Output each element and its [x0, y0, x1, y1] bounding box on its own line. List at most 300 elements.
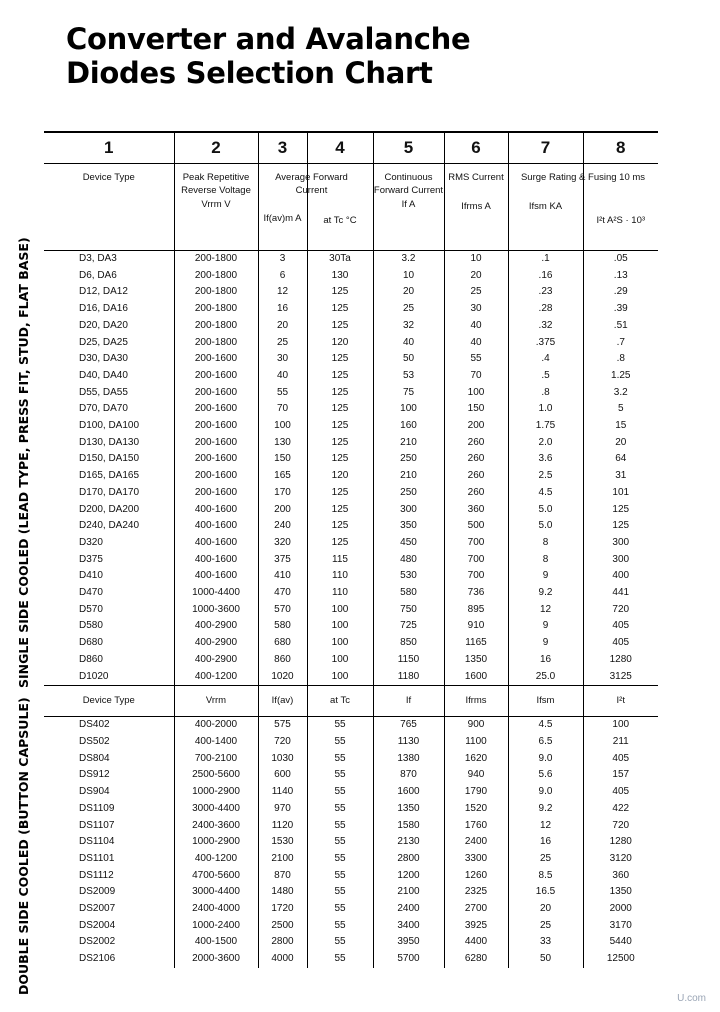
table-cell: 3400 — [373, 918, 444, 935]
table-cell: 765 — [373, 717, 444, 734]
header-cell: Vrrm — [174, 686, 258, 717]
table-cell: 125 — [307, 385, 373, 402]
table-cell: 120 — [307, 468, 373, 485]
table-cell: 9.2 — [508, 801, 583, 818]
table-cell: 700 — [444, 568, 508, 585]
table-cell: 20 — [583, 435, 658, 452]
table-row — [44, 435, 658, 452]
table-cell: 3170 — [583, 918, 658, 935]
table-cell: 1720 — [258, 901, 307, 918]
table-cell: 125 — [307, 518, 373, 535]
table-cell: 575 — [258, 717, 307, 734]
table-cell: 570 — [258, 602, 307, 619]
table-cell: 12 — [508, 818, 583, 835]
table-row — [44, 451, 658, 468]
table-cell: 200-1600 — [174, 418, 258, 435]
table-cell: D320 — [79, 536, 103, 548]
table-row — [44, 518, 658, 535]
table-cell: 870 — [373, 767, 444, 784]
table-cell: 125 — [583, 502, 658, 519]
table-cell: 200-1800 — [174, 284, 258, 301]
table-row — [44, 318, 658, 335]
table-cell: 2700 — [444, 901, 508, 918]
table-cell: 125 — [583, 518, 658, 535]
table-row — [44, 585, 658, 602]
table-cell: 4700-5600 — [174, 868, 258, 885]
table-cell: 210 — [373, 468, 444, 485]
table-cell: 1280 — [583, 834, 658, 851]
table-cell: 530 — [373, 568, 444, 585]
table-cell: DS2004 — [79, 919, 116, 931]
table-cell: 16 — [508, 652, 583, 669]
table-cell: 700 — [444, 552, 508, 569]
table-cell: DS1104 — [79, 836, 115, 848]
table-cell: 2130 — [373, 834, 444, 851]
table-cell: 100 — [307, 652, 373, 669]
table-cell: 9.0 — [508, 784, 583, 801]
table-cell: 400-1600 — [174, 568, 258, 585]
table-row — [44, 351, 658, 368]
table-cell: 1150 — [373, 652, 444, 669]
table-cell: 40 — [373, 335, 444, 352]
table-cell: .51 — [583, 318, 658, 335]
table-cell: 157 — [583, 767, 658, 784]
table-cell: 1380 — [373, 751, 444, 768]
table-cell: 20 — [373, 284, 444, 301]
table-cell: 40 — [258, 368, 307, 385]
table-cell: 55 — [307, 818, 373, 835]
table-cell: 4000 — [258, 951, 307, 968]
table-cell: 20 — [508, 901, 583, 918]
table-cell: 2400 — [444, 834, 508, 851]
table-cell: 5 — [583, 401, 658, 418]
table-cell: 200-1600 — [174, 451, 258, 468]
table-cell: 150 — [444, 401, 508, 418]
table-cell: 1350 — [583, 884, 658, 901]
table-cell: 12 — [258, 284, 307, 301]
table-row — [44, 669, 658, 686]
table-cell: 250 — [373, 451, 444, 468]
rms-current-header: RMS Current Ifrms A — [444, 164, 508, 251]
table-cell: 200 — [444, 418, 508, 435]
table-cell: D12, DA12 — [79, 286, 128, 298]
table-cell: 2100 — [373, 884, 444, 901]
table-cell: .7 — [583, 335, 658, 352]
table-cell: 1165 — [444, 635, 508, 652]
table-cell: 400 — [583, 568, 658, 585]
table-cell: 53 — [373, 368, 444, 385]
table-cell: 100 — [444, 385, 508, 402]
table-cell: 700-2100 — [174, 751, 258, 768]
table-cell: 200-1600 — [174, 435, 258, 452]
table-cell: DS1107 — [79, 819, 115, 831]
table-cell: 130 — [258, 435, 307, 452]
table-cell: 300 — [373, 502, 444, 519]
table-cell: D170, DA170 — [79, 486, 140, 498]
table-cell: 30 — [444, 301, 508, 318]
table-row — [44, 485, 658, 502]
table-cell: 9 — [508, 568, 583, 585]
table-cell: 2325 — [444, 884, 508, 901]
table-cell: 6.5 — [508, 734, 583, 751]
table-cell: 700 — [444, 535, 508, 552]
table-cell: 400-1600 — [174, 518, 258, 535]
table-row — [44, 918, 658, 935]
table-cell: 100 — [307, 618, 373, 635]
table-cell: 5.0 — [508, 518, 583, 535]
table-cell: 6 — [258, 268, 307, 285]
table-cell: 165 — [258, 468, 307, 485]
table-cell: 55 — [307, 717, 373, 734]
table-cell: 1020 — [258, 669, 307, 686]
table-cell: 200-1600 — [174, 351, 258, 368]
column-number: 6 — [444, 132, 508, 164]
table-cell: 2000-3600 — [174, 951, 258, 968]
table-cell: 900 — [444, 717, 508, 734]
table-row — [44, 568, 658, 585]
continuous-current-header: Continuous Forward Current If A — [373, 164, 444, 251]
table-cell: 32 — [373, 318, 444, 335]
table-cell: 3000-4400 — [174, 884, 258, 901]
table-cell: 860 — [258, 652, 307, 669]
table-row — [44, 717, 658, 734]
table-cell: 240 — [258, 518, 307, 535]
table-cell: 25 — [444, 284, 508, 301]
table-cell: 1000-3600 — [174, 602, 258, 619]
table-cell: 110 — [307, 568, 373, 585]
table-cell: 125 — [307, 284, 373, 301]
table-row — [44, 284, 658, 301]
header-cell: If(av) — [258, 686, 307, 717]
table-cell: 8 — [508, 552, 583, 569]
table-cell: D165, DA165 — [79, 470, 140, 482]
table-cell: 12 — [508, 602, 583, 619]
column-number: 3 — [258, 132, 307, 164]
table-cell: 405 — [583, 751, 658, 768]
table-cell: 3125 — [583, 669, 658, 686]
table-cell: 850 — [373, 635, 444, 652]
table-cell: .8 — [508, 385, 583, 402]
table-cell: 130 — [307, 268, 373, 285]
table-cell: 3950 — [373, 934, 444, 951]
title-line-1: Converter and Avalanche — [66, 22, 471, 56]
table-cell: 4.5 — [508, 717, 583, 734]
table-cell: 30Ta — [307, 251, 373, 268]
table-row — [44, 401, 658, 418]
table-cell: .32 — [508, 318, 583, 335]
table-cell: 580 — [373, 585, 444, 602]
table-cell: 970 — [258, 801, 307, 818]
table-cell: 50 — [508, 951, 583, 968]
table-cell: 55 — [307, 734, 373, 751]
table-cell: .8 — [583, 351, 658, 368]
header-cell: Ifsm — [508, 686, 583, 717]
table-cell: .28 — [508, 301, 583, 318]
table-cell: 12500 — [583, 951, 658, 968]
table-cell: 125 — [307, 301, 373, 318]
table-cell: 3120 — [583, 851, 658, 868]
table-row — [44, 851, 658, 868]
table-cell: 320 — [258, 535, 307, 552]
table-cell: 200-1800 — [174, 301, 258, 318]
header-cell: If — [373, 686, 444, 717]
table-cell: 260 — [444, 435, 508, 452]
table-cell: 1620 — [444, 751, 508, 768]
device-type-header: Device Type — [44, 164, 174, 251]
table-row — [44, 552, 658, 569]
table-cell: 100 — [373, 401, 444, 418]
table-cell: 200-1600 — [174, 401, 258, 418]
table-cell: 100 — [583, 717, 658, 734]
table-row — [44, 951, 658, 968]
table-cell: D580 — [79, 620, 103, 632]
table-cell: 870 — [258, 868, 307, 885]
table-cell: 75 — [373, 385, 444, 402]
table-cell: 3300 — [444, 851, 508, 868]
table-cell: 1000-4400 — [174, 585, 258, 602]
table-cell: 1600 — [373, 784, 444, 801]
table-cell: 55 — [307, 784, 373, 801]
table-cell: 2000 — [583, 901, 658, 918]
table-cell: 400-1600 — [174, 535, 258, 552]
table-row — [44, 901, 658, 918]
table-cell: 30 — [258, 351, 307, 368]
table-cell: .4 — [508, 351, 583, 368]
table-cell: D16, DA16 — [79, 303, 128, 315]
table-cell: 125 — [307, 401, 373, 418]
table-cell: DS912 — [79, 769, 110, 781]
table-cell: 1350 — [444, 652, 508, 669]
table-cell: 125 — [307, 451, 373, 468]
page-title — [66, 22, 470, 90]
table-cell: 260 — [444, 468, 508, 485]
table-cell: 150 — [258, 451, 307, 468]
table-cell: 1600 — [444, 669, 508, 686]
table-cell: 55 — [307, 767, 373, 784]
table-cell: 3.2 — [373, 251, 444, 268]
table-cell: 55 — [307, 901, 373, 918]
table-cell: D860 — [79, 653, 103, 665]
table-cell: DS2106 — [79, 953, 116, 965]
table-cell: 405 — [583, 784, 658, 801]
tc-header: at Tc °C — [307, 164, 373, 251]
header-cell: at Tc — [307, 686, 373, 717]
table-cell: D680 — [79, 637, 103, 649]
table-cell: 360 — [444, 502, 508, 519]
table-cell: D200, DA200 — [79, 503, 140, 515]
table-cell: .13 — [583, 268, 658, 285]
table-cell: 40 — [444, 318, 508, 335]
table-cell: 16.5 — [508, 884, 583, 901]
table-row — [44, 502, 658, 519]
header-cell: Device Type — [44, 686, 174, 717]
table-cell: 1.75 — [508, 418, 583, 435]
table-cell: 110 — [307, 585, 373, 602]
table-cell: 2.0 — [508, 435, 583, 452]
table-row — [44, 268, 658, 285]
table-cell: 5.6 — [508, 767, 583, 784]
table-cell: 2400-3600 — [174, 818, 258, 835]
table-cell: 15 — [583, 418, 658, 435]
table-cell: 115 — [307, 552, 373, 569]
table-cell: D100, DA100 — [79, 420, 140, 432]
table-cell: 100 — [307, 602, 373, 619]
table-cell: 9 — [508, 635, 583, 652]
avg-forward-current-header: Average Forward Current If(av)m A — [258, 164, 307, 251]
table-cell: 400-1500 — [174, 934, 258, 951]
table-cell: D3, DA3 — [79, 253, 117, 264]
table-cell: 10 — [373, 268, 444, 285]
table-cell: 680 — [258, 635, 307, 652]
table-cell: 55 — [307, 834, 373, 851]
surge-rating-header: Surge Rating & Fusing 10 ms Ifsm KA — [508, 164, 583, 251]
table-cell: 720 — [583, 602, 658, 619]
table-cell: 1180 — [373, 669, 444, 686]
table-cell: 20 — [444, 268, 508, 285]
header-cell: I²t — [583, 686, 658, 717]
table-cell: 1140 — [258, 784, 307, 801]
table-cell: 600 — [258, 767, 307, 784]
table-cell: 70 — [444, 368, 508, 385]
table-cell: DS1112 — [79, 869, 114, 881]
table-cell: .375 — [508, 335, 583, 352]
table-cell: D470 — [79, 587, 103, 599]
table-row — [44, 418, 658, 435]
table-cell: .1 — [508, 251, 583, 268]
column-number: 4 — [307, 132, 373, 164]
table-row — [44, 934, 658, 951]
table-cell: D70, DA70 — [79, 403, 128, 415]
column-number: 5 — [373, 132, 444, 164]
table-cell: 400-2900 — [174, 652, 258, 669]
table-cell: 410 — [258, 568, 307, 585]
table-cell: 125 — [307, 535, 373, 552]
table-cell: 405 — [583, 618, 658, 635]
table-cell: 200-1800 — [174, 251, 258, 268]
table-cell: 5440 — [583, 934, 658, 951]
table-cell: 9.0 — [508, 751, 583, 768]
column-number: 2 — [174, 132, 258, 164]
table-cell: .16 — [508, 268, 583, 285]
table-cell: 170 — [258, 485, 307, 502]
table-cell: 1760 — [444, 818, 508, 835]
column-number-row — [44, 132, 658, 164]
table-cell: 8 — [508, 535, 583, 552]
table-cell: DS804 — [79, 752, 110, 764]
table-cell: 3000-4400 — [174, 801, 258, 818]
table-cell: 125 — [307, 318, 373, 335]
table-cell: 3.2 — [583, 385, 658, 402]
header-cell: Ifrms — [444, 686, 508, 717]
table-cell: 64 — [583, 451, 658, 468]
table-cell: 2800 — [258, 934, 307, 951]
table-row — [44, 368, 658, 385]
table-cell: 2500-5600 — [174, 767, 258, 784]
table-cell: 160 — [373, 418, 444, 435]
column-number: 1 — [44, 132, 174, 164]
column-number: 7 — [508, 132, 583, 164]
table-cell: 1790 — [444, 784, 508, 801]
single-side-rows — [44, 251, 658, 686]
table-cell: .29 — [583, 284, 658, 301]
peak-voltage-header: Peak Repetitive Reverse Voltage Vrrm V — [174, 164, 258, 251]
table-row — [44, 751, 658, 768]
table-cell: 400-1600 — [174, 502, 258, 519]
table-cell: 1.0 — [508, 401, 583, 418]
table-cell: 100 — [307, 669, 373, 686]
table-cell: 200-1800 — [174, 268, 258, 285]
table-cell: 750 — [373, 602, 444, 619]
table-cell: 400-1200 — [174, 669, 258, 686]
table-cell: 450 — [373, 535, 444, 552]
table-cell: 16 — [258, 301, 307, 318]
table-row — [44, 602, 658, 619]
table-cell: 1000-2900 — [174, 834, 258, 851]
table-cell: 200-1800 — [174, 318, 258, 335]
table-cell: 200 — [258, 502, 307, 519]
table-row — [44, 801, 658, 818]
table-row — [44, 635, 658, 652]
table-cell: 422 — [583, 801, 658, 818]
table-row — [44, 868, 658, 885]
table-cell: 55 — [307, 918, 373, 935]
table-row — [44, 734, 658, 751]
table-cell: 16 — [508, 834, 583, 851]
table-cell: 100 — [258, 418, 307, 435]
table-cell: 580 — [258, 618, 307, 635]
table-cell: 3.6 — [508, 451, 583, 468]
table-cell: D570 — [79, 603, 103, 615]
table-cell: 1350 — [373, 801, 444, 818]
table-cell: 720 — [258, 734, 307, 751]
table-cell: 3 — [258, 251, 307, 268]
table-cell: DS1101 — [79, 852, 115, 864]
table-cell: 25 — [508, 918, 583, 935]
table-row — [44, 468, 658, 485]
table-cell: DS402 — [79, 719, 110, 731]
table-cell: 2100 — [258, 851, 307, 868]
table-cell: DS2002 — [79, 936, 116, 948]
table-cell: 100 — [307, 635, 373, 652]
table-cell: 1120 — [258, 818, 307, 835]
table-cell: .5 — [508, 368, 583, 385]
table-row — [44, 251, 658, 268]
table-cell: 55 — [307, 751, 373, 768]
table-cell: 1580 — [373, 818, 444, 835]
table-cell: 350 — [373, 518, 444, 535]
table-row — [44, 767, 658, 784]
table-cell: 200-1600 — [174, 468, 258, 485]
table-row — [44, 301, 658, 318]
table-cell: 55 — [307, 934, 373, 951]
table-cell: D55, DA55 — [79, 386, 128, 398]
table-cell: 260 — [444, 451, 508, 468]
table-cell: DS1109 — [79, 802, 115, 814]
table-cell: 200-1600 — [174, 485, 258, 502]
table-cell: 400-2900 — [174, 635, 258, 652]
table-cell: 400-1600 — [174, 552, 258, 569]
table-cell: 210 — [373, 435, 444, 452]
table-cell: 10 — [444, 251, 508, 268]
table-cell: 910 — [444, 618, 508, 635]
table-cell: 211 — [583, 734, 658, 751]
column-header-row — [44, 164, 658, 251]
table-cell: 400-2900 — [174, 618, 258, 635]
table-cell: 2500 — [258, 918, 307, 935]
table-cell: 441 — [583, 585, 658, 602]
table-cell: 720 — [583, 818, 658, 835]
table-cell: 260 — [444, 485, 508, 502]
